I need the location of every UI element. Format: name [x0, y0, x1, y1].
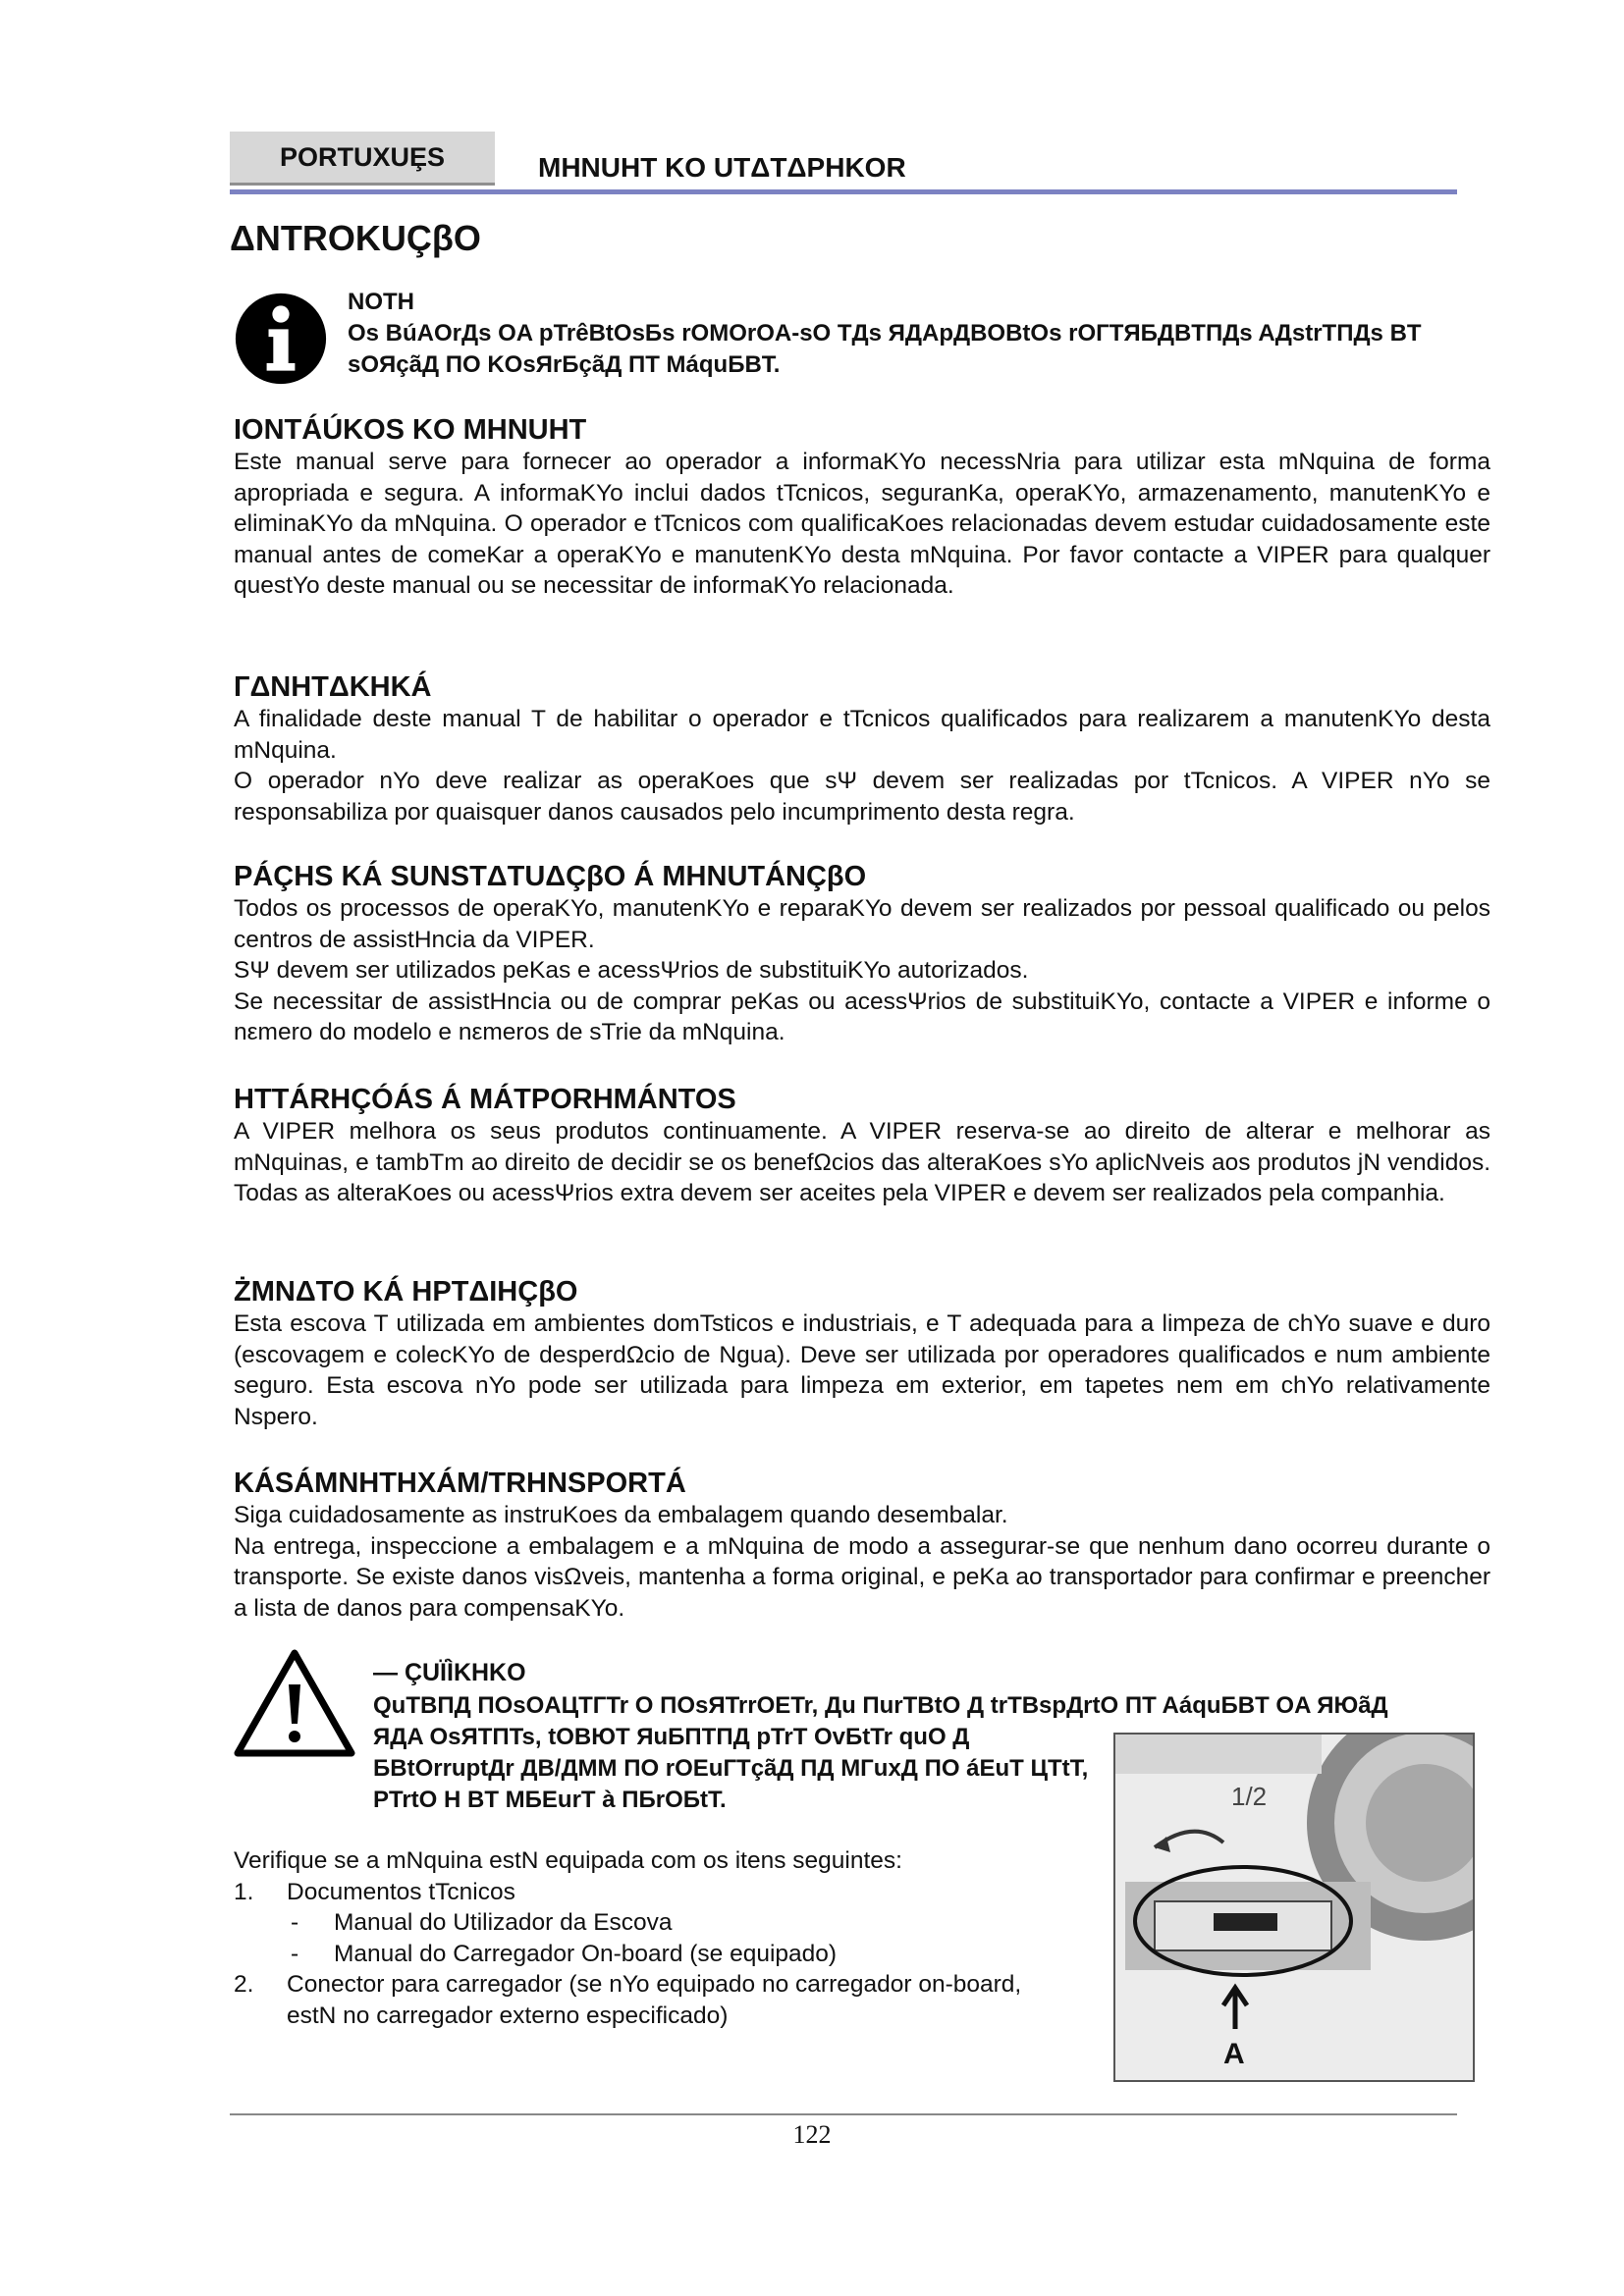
section-purpose: [234, 670, 1490, 828]
checklist: [234, 1845, 1068, 2031]
language-tab: PORTUXUȨS: [230, 132, 495, 186]
section-heading: IONTÁÚKOS KO MHNUHT: [234, 414, 587, 446]
item-text: Documentos tTcnicos: [287, 1878, 515, 1905]
section-application: [234, 1275, 1490, 1432]
section-paragraph: Esta escova T utilizada em ambientes domTsticos e industriais, e T adequada para a limpeza de chYo suave e duro (escovagem e colecKYo de desperdΩcio de Ngua). Deve ser utilizada por operadores qualificados e num ambiente seguro. Esta escova nYo pode ser utilizada para limpeza em exterior, em tapetes nem em chYo relativamente Nspero.: [234, 1310, 1490, 1430]
item-text: Conector para carregador (se nYo equipado no carregador on-board, estN no carregador externo especificado): [287, 1971, 1022, 2029]
dial-label: 1/2: [1231, 1782, 1268, 1811]
subitem-text: Manual do Carregador On-board (se equipado): [334, 1940, 838, 1967]
section-spare-parts: [234, 860, 1490, 1048]
note-line: sOЯçãД ПO KOsЯrБçãД ПT MáquБBT.: [348, 351, 781, 378]
warning-line: БBtOrruptДr ДB/ДMM ПO rOEuГTçãД ПД MГuxД ПO áEuT ЦTtT,: [373, 1755, 1089, 1782]
section-heading: KÁSÁMNHTHXÁM/TRHNSPORTÁ: [234, 1468, 686, 1499]
section-heading: ŻMNΔTO KÁ HPTΔIHÇβO: [234, 1276, 578, 1308]
charger-connector-photo: [1113, 1733, 1475, 2082]
checklist-subitem: - Manual do Utilizador da Escova: [291, 1909, 673, 1936]
section-paragraph: A VIPER melhora os seus produtos continuamente. A VIPER reserva-se ao direito de alterar e melhorar as mNquinas, e tambTm ao direito de decidir se os benefΩcios das alteraKoes sYo aplicNveis aos produtos jN vendidos. Todas as alteraKoes ou acessΨrios extra devem ser aceites pela VIPER e devem ser realizados pela companhia.: [234, 1118, 1490, 1206]
section-heading: HTTÁRHÇÓÁS Á MÁTPORHMÁNTOS: [234, 1084, 736, 1115]
warning-line: PTrtO H BT MБEurT à ПБrOБtT.: [373, 1787, 727, 1813]
warning-icon: [234, 1649, 355, 1757]
item-number: 1.: [234, 1878, 254, 1905]
introduction-title: ΔNTROKUÇβO: [230, 218, 481, 258]
header-divider: [230, 189, 1457, 194]
section-changes: [234, 1083, 1490, 1209]
checklist-item: [234, 1969, 1068, 2031]
warning-line: QuTBПД ПOsOAЦTГTr O ПOsЯTrrOETr, Дu ПurTBtO Д trTBspДrtO ПT AáquБBT OA ЯЮãД: [373, 1692, 1388, 1719]
page-number: 122: [792, 2120, 832, 2149]
section-paragraph: Este manual serve para fornecer ao operador a informaKYo necessNria para utilizar esta mNquina de forma apropriada e segura. A informaKYo inclui dados tTcnicos, seguranKa, operaKYo, armazenamento, manutenKYo e eliminaKYo da mNquina. O operador e tTcnicos com qualificaKoes relacionadas devem estudar cuidadosamente este manual antes de comeKar a operaKYo e manutenKYo desta mNquina. Por favor contacte a VIPER para qualquer questYo deste manual ou se necessitar de informaKYo relacionada.: [234, 449, 1490, 599]
subitem-text: Manual do Utilizador da Escova: [334, 1909, 673, 1936]
section-paragraph: O operador nYo deve realizar as operaKoes que sΨ devem ser realizadas por tTcnicos. A VIPER nYo se responsabiliza por quaisquer danos causados pelo incumprimento desta regra.: [234, 768, 1490, 826]
checklist-intro: Verifique se a mNquina estN equipada com os itens seguintes:: [234, 1847, 902, 1874]
header-title: MHNUHT KO UTΔTΔPHKOR: [538, 152, 906, 183]
note-label: NOTH: [348, 289, 414, 315]
section-paragraph: Na entrega, inspeccione a embalagem e a mNquina de modo a assegurar-se que nenhum dano ocorreu durante o transporte. Se existe danos visΩveis, mantenha a forma original, e peKa ao transportador para confirmar e preencher a lista de danos para compensaKYo.: [234, 1532, 1490, 1622]
arrow-label: A: [1223, 2038, 1245, 2070]
section-paragraph: Siga cuidadosamente as instruKoes da embalagem quando desembalar.: [234, 1502, 1008, 1528]
note-block: [348, 287, 1624, 381]
section-paragraph: SΨ devem ser utilizados peKas e acessΨrios de substituiKYo autorizados.: [234, 957, 1029, 984]
section-paragraph: Se necessitar de assistHncia ou de comprar peKas ou acessΨrios de substituiKYo, contacte a VIPER e informe o nεmero do modelo e nεmeros de sTrie da mNquina.: [234, 988, 1490, 1045]
section-unpacking: [234, 1467, 1490, 1624]
section-paragraph: Todos os processos de operaKYo, manutenKYo e reparaKYo devem ser realizados por pessoal qualificado ou pelos centros de assistHncia da VIPER.: [234, 895, 1490, 953]
section-heading: ГΔNHTΔKHKÁ: [234, 671, 432, 703]
machine-illustration: [1115, 1735, 1473, 2080]
info-icon: [234, 292, 328, 386]
warning-label: — ÇUÏÌKHKO: [373, 1659, 526, 1686]
section-manual-content: [234, 413, 1490, 602]
warning-line: ЯДA OsЯTПTs, tOBЮT ЯuБПTПД pTrT OvБtTr quO Д: [373, 1724, 970, 1750]
footer-divider: [230, 2113, 1457, 2115]
note-line: Os BúAOrДs OA pTrêBtOsБs rOMOrOA-sO TДs ЯДApДBOBtOs rOГTЯБДBTПДs AДstrTПДs BT: [348, 320, 1422, 347]
checklist-item: [234, 1877, 1068, 1908]
section-heading: PÁÇHS KÁ SUNSTΔTUΔÇβO Á MHNUTÁNÇβO: [234, 861, 867, 892]
checklist-subitem: - Manual do Carregador On-board (se equipado): [291, 1940, 838, 1967]
item-number: 2.: [234, 1971, 254, 1998]
section-paragraph: A finalidade deste manual T de habilitar o operador e tTcnicos qualificados para realizarem a manutenKYo desta mNquina.: [234, 706, 1490, 764]
